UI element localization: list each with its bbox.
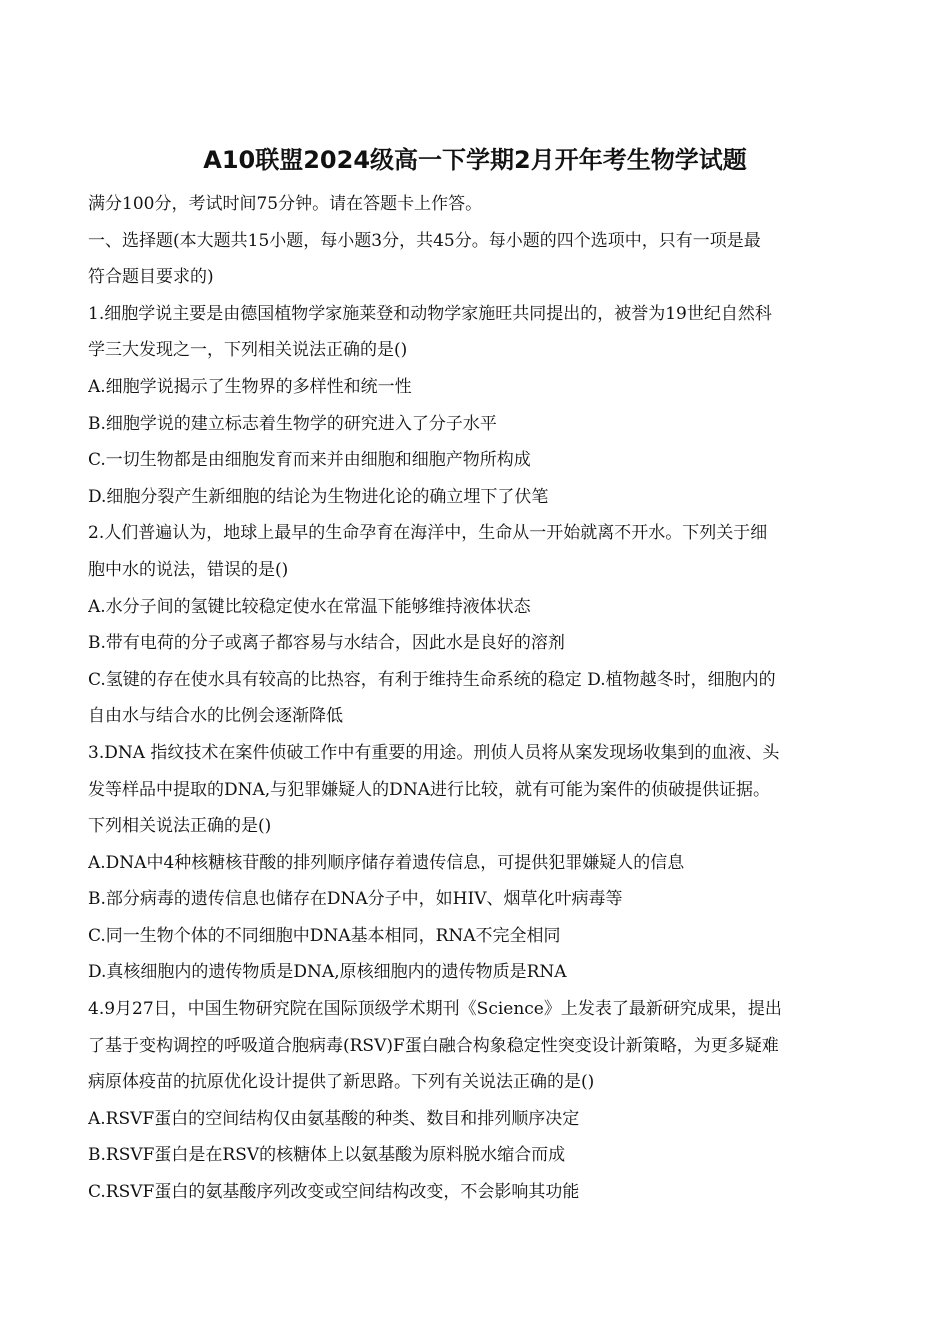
text-line: 一、选择题(本大题共15小题，每小题3分，共45分。每小题的四个选项中，只有一项是最: [88, 230, 761, 251]
text-line: C.RSVF蛋白的氨基酸序列改变或空间结构改变，不会影响其功能: [88, 1182, 580, 1203]
text-line: 学三大发现之一，下列相关说法正确的是(): [88, 340, 408, 361]
text-line: A.RSVF蛋白的空间结构仅由氨基酸的种类、数目和排列顺序决定: [88, 1108, 580, 1129]
text-line: 符合题目要求的): [88, 267, 214, 288]
text-line: 了基于变构调控的呼吸道合胞病毒(RSV)F蛋白融合构象稳定性突变设计新策略，为更多疑难: [88, 1035, 779, 1056]
text-line: A.细胞学说揭示了生物界的多样性和统一性: [88, 376, 412, 397]
text-line: 满分100分，考试时间75分钟。请在答题卡上作答。: [88, 194, 483, 214]
text-line: C.一切生物都是由细胞发育而来并由细胞和细胞产物所构成: [88, 450, 531, 471]
exam-title: A10联盟2024级高一下学期2月开年考生物学试题: [203, 146, 747, 174]
text-line: A.DNA中4种核糖核苷酸的排列顺序储存着遗传信息，可提供犯罪嫌疑人的信息: [88, 852, 685, 873]
text-line: 1.细胞学说主要是由德国植物学家施莱登和动物学家施旺共同提出的，被誉为19世纪自然科: [88, 303, 772, 324]
text-line: C.氢键的存在使水具有较高的比热容，有利于维持生命系统的稳定 D.植物越冬时，细胞内的: [88, 669, 776, 690]
exam-body: [88, 186, 864, 1211]
text-line: B.RSVF蛋白是在RSV的核糖体上以氨基酸为原料脱水缩合而成: [88, 1145, 566, 1166]
text-line: 病原体疫苗的抗原优化设计提供了新思路。下列有关说法正确的是(): [88, 1072, 595, 1093]
text-line: 3.DNA 指纹技术在案件侦破工作中有重要的用途。刑侦人员将从案发现场收集到的血液、头: [88, 742, 780, 763]
text-line: 发等样品中提取的DNA,与犯罪嫌疑人的DNA进行比较，就有可能为案件的侦破提供证据。: [88, 779, 770, 800]
text-line: B.带有电荷的分子或离子都容易与水结合，因此水是良好的溶剂: [88, 633, 565, 654]
text-line: 胞中水的说法，错误的是(): [88, 559, 289, 580]
text-line: D.细胞分裂产生新细胞的结论为生物进化论的确立埋下了伏笔: [88, 486, 549, 507]
text-line: 下列相关说法正确的是(): [88, 816, 272, 837]
text-line: 2.人们普遍认为，地球上最早的生命孕育在海洋中，生命从一开始就离不开水。下列关于细: [88, 523, 768, 544]
text-line: A.水分子间的氢键比较稳定使水在常温下能够维持液体状态: [88, 596, 531, 617]
text-line: 4.9月27日，中国生物研究院在国际顶级学术期刊《Science》上发表了最新研究成果，提出: [88, 999, 782, 1020]
text-line: 自由水与结合水的比例会逐渐降低: [88, 706, 343, 727]
text-line: C.同一生物个体的不同细胞中DNA基本相同，RNA不完全相同: [88, 925, 561, 946]
text-line: B.部分病毒的遗传信息也储存在DNA分子中，如HIV、烟草化叶病毒等: [88, 889, 623, 910]
text-line: D.真核细胞内的遗传物质是DNA,原核细胞内的遗传物质是RNA: [88, 962, 567, 983]
text-line: B.细胞学说的建立标志着生物学的研究进入了分子水平: [88, 413, 497, 434]
